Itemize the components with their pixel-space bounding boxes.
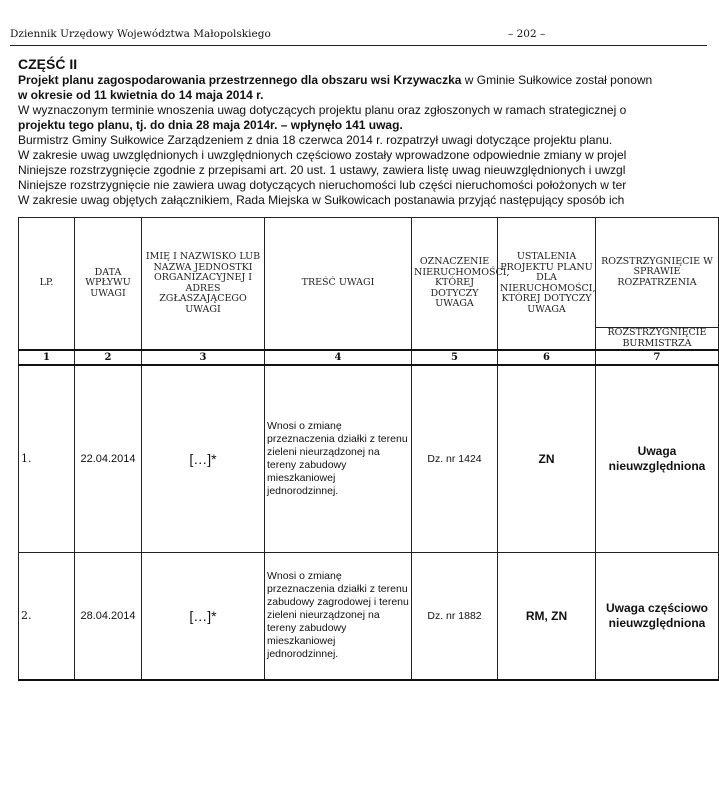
table-row <box>19 552 719 680</box>
cell-content: Wnosi o zmianę przeznaczenia działki z terenu zieleni nieurządzonej na tereny zabudowy mieszkaniowej jednorodzinnej. <box>265 365 412 552</box>
cell-date: 22.04.2014 <box>75 365 142 552</box>
header-lp: LP. <box>19 218 75 351</box>
column-numbers-row <box>19 350 719 365</box>
cell-lp: 2. <box>19 552 75 680</box>
paragraph-text: Niniejsze rozstrzygnięcie zgodnie z przepisami art. 20 ust. 1 ustawy, zawiera listę uwag nieuwzględnionych i uwzgl <box>18 163 626 177</box>
header-decision-group: ROZSTRZYGNIĘCIE W SPRAWIE ROZPATRZENIA <box>596 218 719 328</box>
header-divider <box>10 45 707 46</box>
paragraph-text: W zakresie uwag uwzględnionych i uwzględnionych częściowo zostały wprowadzone odpowiednie zmiany w projel <box>18 148 627 162</box>
paragraph-text: Niniejsze rozstrzygnięcie nie zawiera uwag dotyczących nieruchomości lub części nieruchomości położonych w ter <box>18 178 627 192</box>
paragraph <box>18 178 707 193</box>
column-number: 1 <box>19 350 75 365</box>
journal-title: Dziennik Urzędowy Województwa Małopolskiego <box>10 28 271 40</box>
paragraph-text: W wyznaczonym terminie wnoszenia uwag dotyczących projektu planu oraz zgłoszonych w ramach strategicznej o <box>18 103 627 117</box>
column-number: 3 <box>142 350 265 365</box>
paragraph <box>18 103 707 118</box>
cell-decision: Uwaga częściowo nieuwzględniona <box>596 552 719 680</box>
paragraph <box>18 73 707 88</box>
column-number: 4 <box>265 350 412 365</box>
header-content: TREŚĆ UWAGI <box>265 218 412 351</box>
paragraph <box>18 193 707 208</box>
cell-name: […]* <box>142 365 265 552</box>
header-property: OZNACZENIE NIERUCHOMOŚCI, KTÓREJ DOTYCZY UWAGA <box>412 218 498 351</box>
paragraph-text: projektu tego planu, tj. do dnia 28 maja 2014r. – wpłynęło 141 uwag. <box>18 118 403 132</box>
header-name: IMIĘ I NAZWISKO LUB NAZWA JEDNOSTKI ORGANIZACYJNEJ I ADRES ZGŁASZAJĄCEGO UWAGI <box>142 218 265 351</box>
page-number: – 202 – <box>508 28 546 40</box>
page-header <box>10 26 707 44</box>
paragraph <box>18 148 707 163</box>
column-number: 6 <box>498 350 596 365</box>
cell-property: Dz. nr 1424 <box>412 365 498 552</box>
paragraph <box>18 118 707 133</box>
comments-table <box>18 217 719 681</box>
cell-plan: ZN <box>498 365 596 552</box>
paragraph-text: w okresie od 11 kwietnia do 14 maja 2014 r. <box>18 88 264 102</box>
cell-lp: 1. <box>19 365 75 552</box>
column-number: 2 <box>75 350 142 365</box>
cell-decision: Uwaga nieuwzględniona <box>596 365 719 552</box>
paragraph <box>18 88 707 103</box>
paragraph-text: w Gminie Sułkowice został ponown <box>461 73 653 87</box>
paragraph-text: W zakresie uwag objętych załącznikiem, Rada Miejska w Sułkowicach postanawia przyjąć następujący sposób ich <box>18 193 625 207</box>
table-row <box>19 365 719 552</box>
paragraph-text: Burmistrz Gminy Sułkowice Zarządzeniem z dnia 18 czerwca 2014 r. rozpatrzył uwagi dotyczące projektu planu. <box>18 133 613 147</box>
cell-plan: RM, ZN <box>498 552 596 680</box>
header-date: DATA WPŁYWU UWAGI <box>75 218 142 351</box>
cell-name: […]* <box>142 552 265 680</box>
cell-property: Dz. nr 1882 <box>412 552 498 680</box>
paragraph <box>18 163 707 178</box>
cell-date: 28.04.2014 <box>75 552 142 680</box>
paragraph-text: Projekt planu zagospodarowania przestrzennego dla obszaru wsi Krzywaczka <box>18 73 462 87</box>
header-plan: USTALENIA PROJEKTU PLANU DLA NIERUCHOMOŚCI, KTÓREJ DOTYCZY UWAGA <box>498 218 596 351</box>
section-title: CZĘŚĆ II <box>18 56 78 72</box>
cell-content: Wnosi o zmianę przeznaczenia działki z terenu zabudowy zagrodowej i terenu zieleni nieurządzonej na tereny zabudowy mieszkaniowej jednorodzinnej. <box>265 552 412 680</box>
paragraph <box>18 133 707 148</box>
document-body <box>18 56 713 696</box>
header-decision: ROZSTRZYGNIĘCIE BURMISTRZA <box>596 328 719 351</box>
column-number: 5 <box>412 350 498 365</box>
column-number: 7 <box>596 350 719 365</box>
